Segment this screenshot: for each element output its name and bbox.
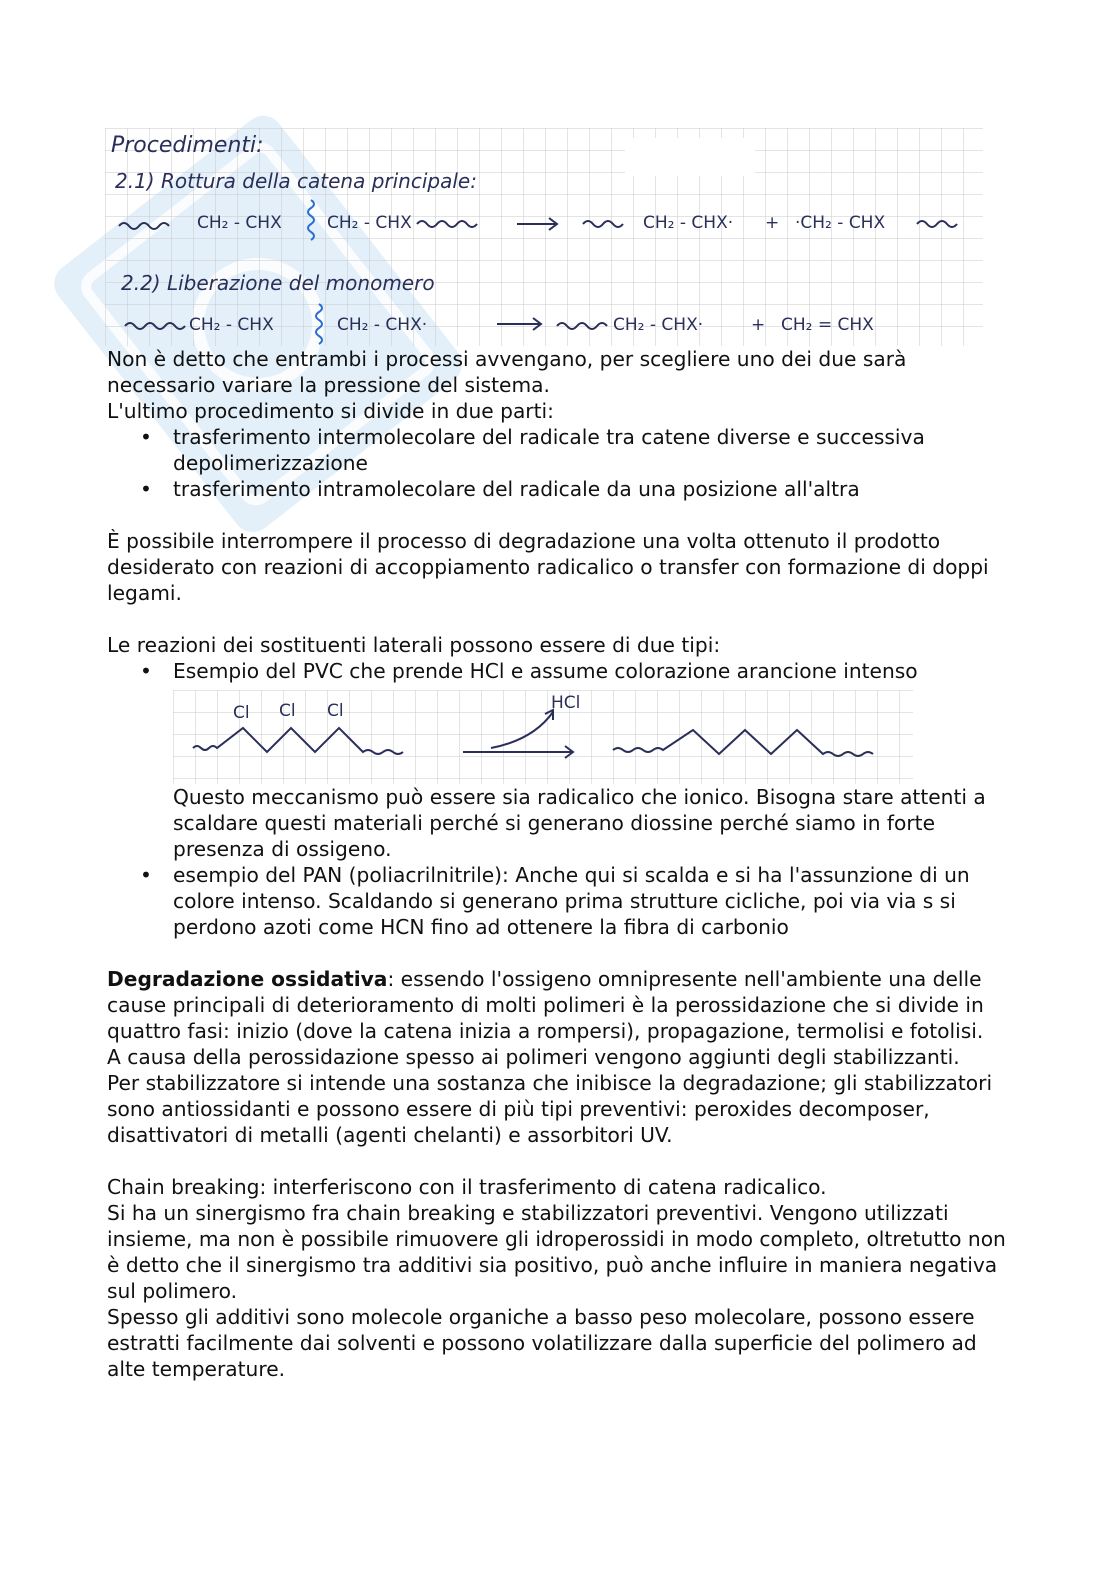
paragraph-sinergismo: Si ha un sinergismo fra chain breaking e stabilizzatori preventivi. Vengono utilizzati insieme, ma non è possibile rimuovere gli idroperossidi in modo completo, oltretutto non è detto che il sinergismo tra additivi sia positivo, può anche influire in maniera negativa sul polimero. xyxy=(107,1201,1006,1303)
list-item: • trasferimento intermolecolare del radicale tra catene diverse e successiva depolimerizzazione xyxy=(173,424,1007,476)
paragraph-additivi: Spesso gli additivi sono molecole organiche a basso peso molecolare, possono essere estratti facilmente dai solventi e possono volatilizzare dalla superficie del polimero ad alte temperature. xyxy=(107,1305,977,1381)
cl-label-1: Cl xyxy=(233,703,250,723)
paragraph-interrompere: È possibile interrompere il processo di degradazione una volta ottenuto il prodotto desiderato con reazioni di accoppiamento radicalico o transfer con formazione di doppi legami. xyxy=(107,529,989,605)
list-pan xyxy=(107,862,1007,940)
paragraph-degradazione-ossidativa xyxy=(107,966,1007,1044)
step2-left-unit: CH₂ - CHX xyxy=(189,315,274,335)
step1-mid-unit: CH₂ - CHX xyxy=(327,213,412,233)
paragraph-perossidazione: A causa della perossidazione spesso ai polimeri vengono aggiunti degli stabilizzanti. xyxy=(107,1045,960,1069)
step2-plus: + xyxy=(751,315,766,335)
step1-product-1: CH₂ - CHX· xyxy=(643,213,734,233)
paragraph-ultimo-procedimento: L'ultimo procedimento si divide in due parti: xyxy=(107,399,554,423)
cl-label-2: Cl xyxy=(279,701,296,721)
paragraph-meccanismo: Questo meccanismo può essere sia radicalico che ionico. Bisogna stare attenti a scaldare questi materiali perché si generano diossine perché siamo in forte presenza di ossigeno. xyxy=(173,785,986,861)
handwritten-reaction-scheme xyxy=(105,128,983,346)
list-item-pvc: • Esempio del PVC che prende HCl e assume colorazione arancione intenso xyxy=(173,658,1007,684)
handwritten-pvc-scheme xyxy=(173,690,913,784)
list-trasferimento xyxy=(107,424,1007,502)
list-item: • trasferimento intramolecolare del radicale da una posizione all'altra xyxy=(173,476,1007,502)
list-item-pan: • esempio del PAN (poliacrilnitrile): Anche qui si scalda e si ha l'assunzione di un colore intenso. Scaldando si generano prima strutture cicliche, poi via via s si perdono azoti come HCN fino ad ottenere la fibra di carbonio xyxy=(173,862,1007,940)
cl-label-3: Cl xyxy=(327,701,344,721)
step2-mid-unit: CH₂ - CHX· xyxy=(337,315,428,335)
paragraph-degradazione-text: : essendo l'ossigeno omnipresente nell'ambiente una delle cause principali di deterioramento di molti polimeri è la perossidazione che si divide in quattro fasi: inizio (dove la catena inizia a rompersi), propagazione, termolisi e fotolisi. xyxy=(107,967,984,1043)
step1-plus: + xyxy=(765,213,780,233)
paragraph-chain-breaking: Chain breaking: interferiscono con il trasferimento di catena radicalico. xyxy=(107,1175,827,1199)
step2-product-1: CH₂ - CHX· xyxy=(613,315,704,335)
step1-label: 2.1) Rottura della catena principale: xyxy=(115,169,477,193)
list-sostituenti xyxy=(107,658,1007,684)
heading-procedimenti: Procedimenti: xyxy=(111,133,264,158)
step2-product-2: CH₂ = CHX xyxy=(781,315,874,335)
paragraph-sostituenti: Le reazioni dei sostituenti laterali possono essere di due tipi: xyxy=(107,633,721,657)
step2-label: 2.2) Liberazione del monomero xyxy=(121,271,435,295)
hcl-label: HCl xyxy=(551,693,581,713)
term-degradazione-ossidativa: Degradazione ossidativa xyxy=(107,967,388,991)
step1-left-unit: CH₂ - CHX xyxy=(197,213,282,233)
paragraph-processi: Non è detto che entrambi i processi avvengano, per scegliere uno dei due sarà necessario variare la pressione del sistema. xyxy=(107,347,907,397)
step1-product-2: ·CH₂ - CHX xyxy=(795,213,886,233)
paragraph-stabilizzatore: Per stabilizzatore si intende una sostanza che inibisce la degradazione; gli stabilizzatori sono antiossidanti e possono essere di più tipi preventivi: peroxides decomposer, disattivatori di metalli (agenti chelanti) e assorbitori UV. xyxy=(107,1071,993,1147)
